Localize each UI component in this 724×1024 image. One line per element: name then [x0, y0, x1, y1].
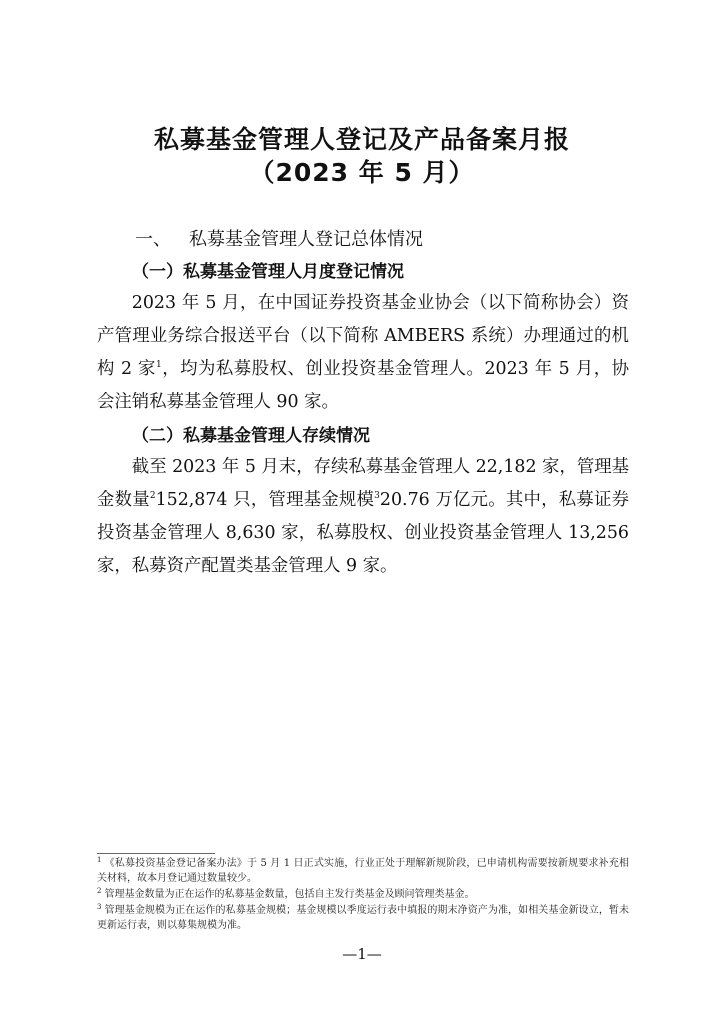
footnote-marker: 2: [97, 886, 102, 895]
footnote-marker: 3: [97, 902, 102, 911]
footnote-separator: [97, 853, 215, 854]
footnote-text: 《私募投资基金登记备案办法》于 5 月 1 日正式实施，行业正处于理解新规阶段，已申请机构需要按新规要求补充相关材料，故本月登记通过数量较少。: [97, 858, 629, 884]
paragraph-text: 2023 年 5 月，在中国证券投资基金业协会（以下简称协会）资产管理业务综合报送平台（以下简称 AMBERS 系统）办理通过的机构 2 家: [97, 293, 629, 379]
document-title-line1: 私募基金管理人登记及产品备案月报: [153, 125, 570, 154]
section-heading-1: [135, 226, 423, 254]
paragraph-text: 截至 2023 年 5 月末，存续私募基金管理人 22,182 家，管理基金数量: [97, 457, 629, 510]
paragraph-text: 152,874 只，管理基金规模: [155, 490, 375, 510]
footnote-ref-2[interactable]: 2: [149, 491, 156, 502]
page-number: —1—: [342, 945, 382, 963]
section-title: 私募基金管理人登记总体情况: [189, 229, 423, 250]
paragraph-text: 20.76 万亿元。其中，私募证券投资基金管理人 8,630 家，私募股权、创业投资基金管理人 13,256 家，私募资产配置类基金管理人 9 家。: [97, 490, 629, 576]
footnote-ref-3[interactable]: 3: [374, 491, 380, 502]
footnote-text: 管理基金数量为正在运作的私募基金数量，包括自主发行类基金及顾问管理类基金。: [104, 889, 475, 900]
paragraph-text: ，均为私募股权、创业投资基金管理人。2023 年 5 月，协会注销私募基金管理人 90 家。: [97, 359, 629, 412]
footnote-ref-1[interactable]: 1: [155, 360, 162, 371]
footnote-1: [97, 856, 629, 886]
paragraph-existing-managers: [97, 451, 629, 583]
subsection-heading-2: （二）私募基金管理人存续情况: [132, 426, 370, 446]
footnote-3: [97, 903, 629, 933]
footnote-text: 管理基金规模为正在运作的私募基金规模；基金规模以季度运行表中填报的期末净资产为准，如相关基金新设立，暂未更新运行表，则以募集规模为准。: [97, 905, 629, 931]
paragraph-monthly-registration: [97, 287, 629, 419]
footnote-marker: 1: [97, 855, 102, 864]
document-title-line2: （2023 年 5 月）: [249, 158, 475, 187]
subsection-heading-1: （一）私募基金管理人月度登记情况: [132, 262, 404, 282]
footnotes: [97, 856, 629, 934]
footnote-2: [97, 887, 629, 902]
section-number: 一、: [135, 229, 171, 250]
